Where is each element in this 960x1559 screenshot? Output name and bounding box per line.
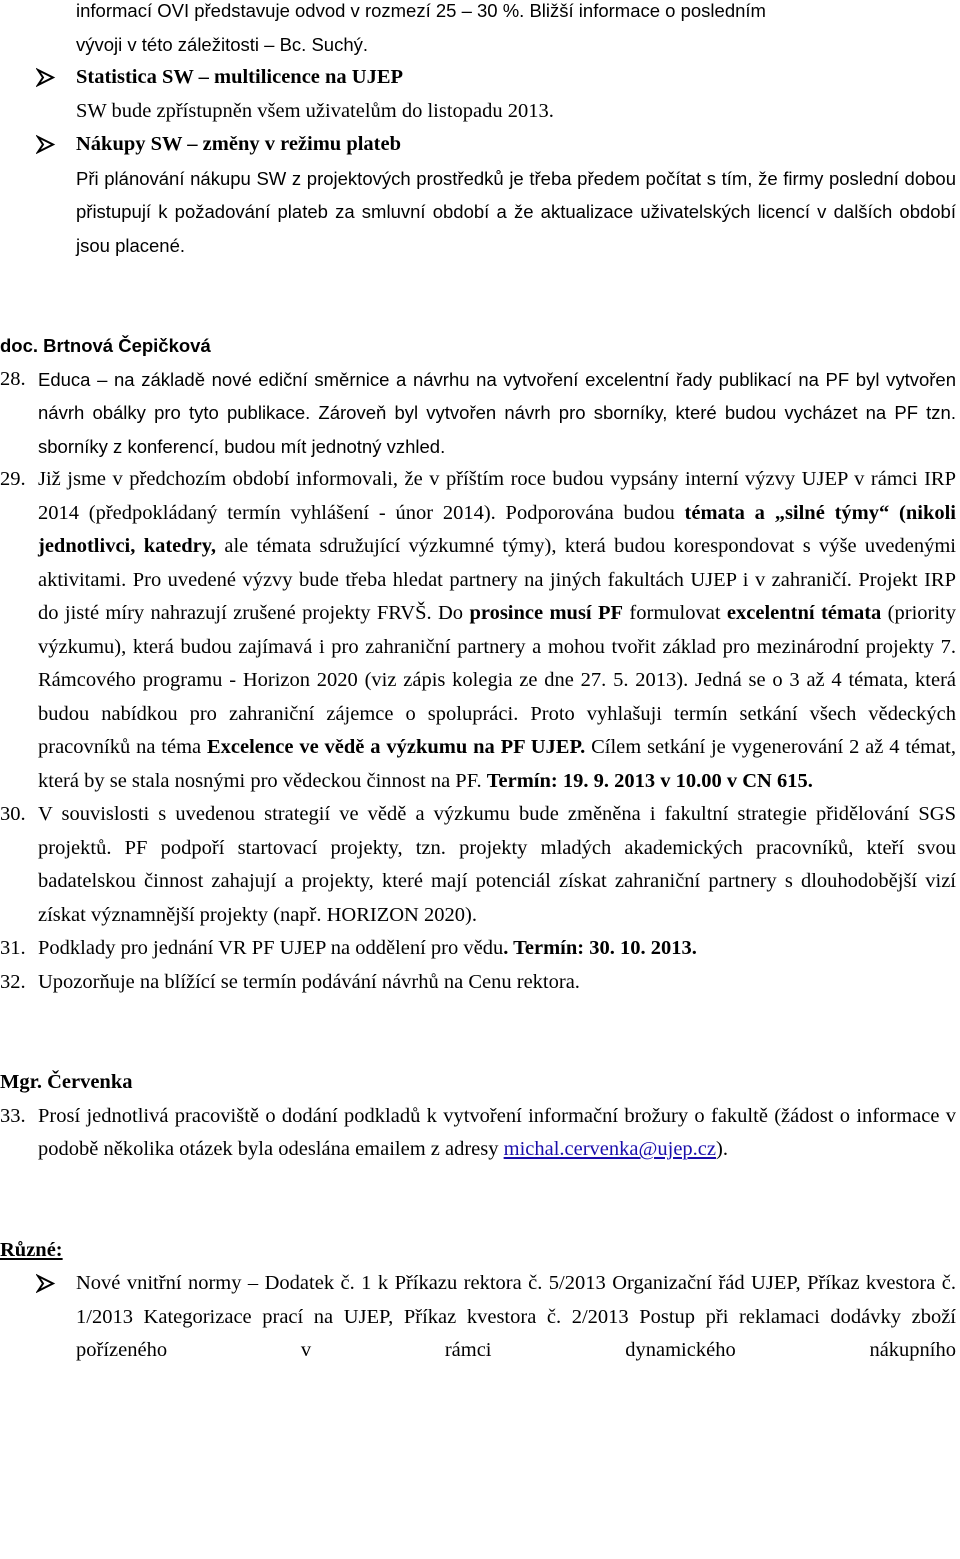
bold-run: témata a „silné týmy“ (nikoli jednotlivci, katedry, bbox=[38, 501, 956, 557]
arrow-bullet-icon bbox=[36, 128, 58, 161]
text-run: ale témata sdružující výzkumné týmy), která budou korespondovat s výše uvedenými aktivitami. Pro uvedené výzvy bude třeba hledat partnery na jiných fakultách UJEP i v zahraničí. Projekt IRP do jisté míry nahrazují zrušené projekty FRVŠ. Do bbox=[38, 535, 956, 624]
section-heading-ruzne: Různé: bbox=[0, 1238, 63, 1261]
text-run: Podklady pro jednání VR PF UJEP na oddělení pro vědu bbox=[38, 937, 504, 959]
list-number: 31. bbox=[0, 937, 26, 959]
text-run: Již jsme v předchozím období informovali, že v příštím roce budou vypsány interní výzvy UJEP v rámci IRP 2014 (předpokládaný termín vyhlášení - únor 2014). Podporována budou bbox=[38, 468, 956, 524]
list-number: 32. bbox=[0, 970, 26, 993]
bullet-statistica-text: SW bude zpřístupněn všem uživatelům do listopadu 2013. bbox=[76, 99, 554, 122]
text-run: Prosí jednotlivá pracoviště o dodání podkladů k vytvoření informační brožury o fakultě (žádost o informace v podobě několika otázek byla odeslána emailem z adresy bbox=[38, 1104, 956, 1160]
text-run: formulovat bbox=[623, 602, 727, 624]
bullet-ruzne bbox=[0, 1267, 960, 1368]
list-item-32-text: Upozorňuje na blížící se termín podávání návrhů na Cenu rektora. bbox=[38, 970, 580, 993]
bullet-nakupy-title: Nákupy SW – změny v režimu plateb bbox=[76, 133, 401, 155]
list-item-32 bbox=[0, 966, 960, 1000]
deadline: Termín: 19. 9. 2013 v 10.00 v CN 615. bbox=[486, 769, 813, 792]
bullet-ruzne-text: Nové vnitřní normy – Dodatek č. 1 k Příkazu rektora č. 5/2013 Organizační řád UJEP, Příkaz kvestora č. 1/2013 Kategorizace prací na UJEP, Příkaz kvestora č. 2/2013 Postup při reklamaci dodávky zboží pořízeného v rámci dynamického nákupního bbox=[76, 1272, 956, 1361]
list-item-33-text bbox=[38, 1100, 956, 1167]
text-run: ). bbox=[716, 1138, 728, 1160]
list-item-33 bbox=[0, 1100, 960, 1167]
arrow-bullet-icon bbox=[36, 61, 58, 94]
bullet-statistica bbox=[0, 61, 960, 128]
bold-run: Excelence ve vědě a výzkumu na PF UJEP. bbox=[206, 736, 586, 758]
text-run: (priority výzkumu), která budou zajímavá i pro zahraniční partnery a mohou tvořit základ pro mezinárodní projekty 7. Rámcového programu - Horizon 2020 (viz zápis kolegia ze dne 27. 5. 2013). Jedná se o 3 až 4 témata, která budou nabídkou pro zahraniční zájemce o spolupráci. Proto vyhlašuji termín setkání všech vědeckých pracovníků na téma bbox=[38, 602, 956, 758]
list-number: 28. bbox=[0, 367, 26, 390]
list-number: 30. bbox=[0, 803, 26, 825]
list-item-29 bbox=[0, 463, 960, 798]
section-heading-brtnova: doc. Brtnová Čepičková bbox=[0, 335, 211, 356]
list-item-30-text: V souvislosti s uvedenou strategií ve vědě a výzkumu bude změněna i fakultní strategie přidělování SGS projektů. PF podpoří startovací projekty, tzn. projekty mladých akademických pracovníků, kteří svou badatelskou činnost zahajují a projekty, které mají potenciál získat zahraniční partnery s dlouhodobější vizí získat významnější projekty (např. HORIZON 2020). bbox=[38, 803, 956, 926]
list-item-29-text bbox=[38, 463, 956, 798]
list-number: 29. bbox=[0, 468, 26, 490]
intro-paragraph bbox=[0, 0, 960, 61]
bold-run: prosince musí PF bbox=[469, 602, 624, 624]
bullet-nakupy-text: Při plánování nákupu SW z projektových prostředků je třeba předem počítat s tím, že firmy poslední dobou přistupují k požadování plateb za smluvní období a že aktualizace uživatelských licencí v dalších období jsou placené. bbox=[76, 167, 956, 256]
list-item-31-text bbox=[38, 932, 956, 966]
section-heading-cervenka: Mgr. Červenka bbox=[0, 1071, 133, 1093]
arrow-bullet-icon bbox=[36, 1267, 58, 1300]
bold-run: excelentní témata bbox=[726, 602, 882, 624]
deadline: . Termín: 30. 10. 2013. bbox=[503, 937, 697, 959]
bullet-nakupy bbox=[0, 128, 960, 262]
list-item-28 bbox=[0, 363, 960, 464]
list-item-30 bbox=[0, 798, 960, 932]
list-number: 33. bbox=[0, 1104, 26, 1127]
list-item-31 bbox=[0, 932, 960, 966]
email-link[interactable]: michal.cervenka@ujep.cz bbox=[503, 1138, 717, 1160]
text-run: Cílem setkání je vygenerování 2 až 4 témat, která by se stala nosnými pro vědeckou činnost na PF. bbox=[38, 736, 956, 792]
intro-line-2: vývoji v této záležitosti – Bc. Suchý. bbox=[76, 33, 369, 55]
list-item-28-text: Educa – na základě nové ediční směrnice a návrhu na vytvoření excelentní řady publikací na PF byl vytvořen návrh obálky pro tyto publikace. Zároveň byl vytvořen návrh pro sborníky, které budou vycházet na PF tzn. sborníky z konferencí, budou mít jednotný vzhled. bbox=[38, 368, 956, 457]
bullet-statistica-title: Statistica SW – multilicence na UJEP bbox=[76, 66, 404, 88]
intro-line-1: informací OVI představuje odvod v rozmezí 25 – 30 %. Bližší informace o posledním bbox=[76, 0, 766, 21]
